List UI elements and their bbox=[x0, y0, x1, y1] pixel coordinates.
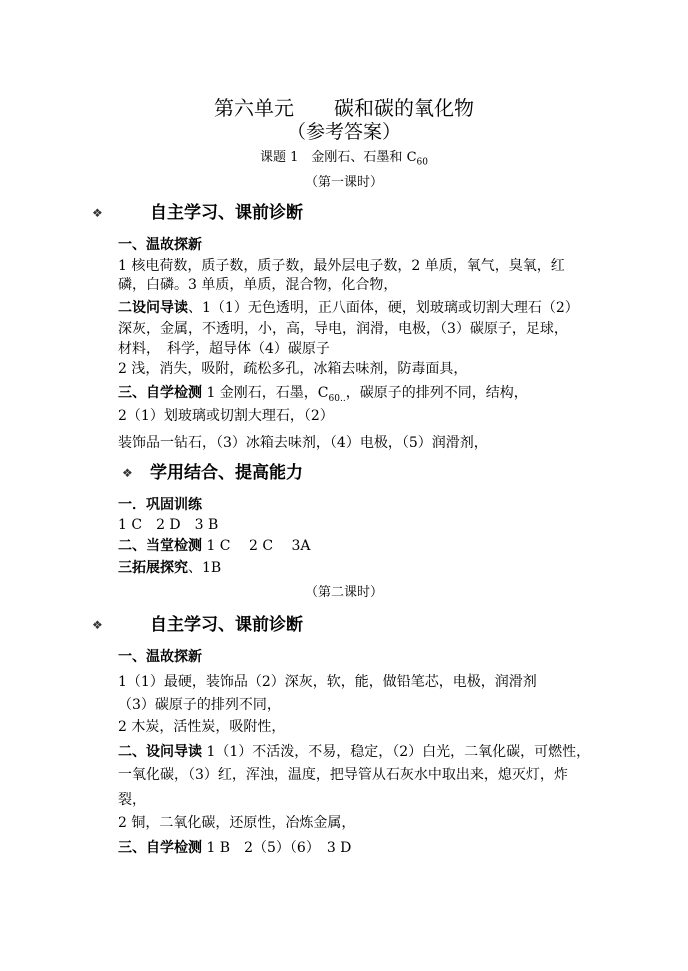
lesson-title bbox=[0, 149, 688, 172]
text-line: （3）碳原子的排列不同， bbox=[118, 697, 281, 713]
lesson-subscript: 60 bbox=[416, 157, 428, 168]
text: 1 金刚石，石墨，C bbox=[202, 385, 329, 401]
subheading: 三、自学检测 bbox=[118, 840, 202, 856]
text: 1 C 2 C 3A bbox=[202, 538, 311, 554]
text-line: 2 木炭，活性炭，吸附性， bbox=[118, 719, 286, 735]
text-line bbox=[118, 299, 579, 317]
subheading: 一．巩固训练 bbox=[118, 497, 202, 513]
text-line: 2 浅，消失，吸附，疏松多孔，冰箱去味剂，防毒面具， bbox=[118, 361, 468, 377]
subheading: 二、设问导读 bbox=[118, 744, 202, 760]
text-line bbox=[118, 743, 590, 761]
lesson-text: 课题 1 金刚石、石墨和 C bbox=[260, 150, 417, 165]
text-line bbox=[118, 537, 311, 555]
text-line: 2 铜，二氧化碳，还原性，冶炼金属， bbox=[118, 815, 356, 831]
text-line: 深灰，金属，不透明，小，高，导电，润滑，电极，（3）碳原子，足球， bbox=[118, 321, 568, 337]
subheading: 一、温故探新 bbox=[118, 237, 202, 253]
text: 1（1）不活泼，不易，稳定，（2）白光，二氧化碳，可燃性， bbox=[202, 744, 591, 760]
text-line: 1 核电荷数，质子数，质子数，最外层电子数，2 单质，氧气，臭氧，红 bbox=[118, 258, 565, 274]
text: 、1（1）无色透明，正八面体，硬，划玻璃或切割大理石（2） bbox=[188, 300, 579, 316]
text: 1 B 2（5）（6） 3 D bbox=[202, 840, 352, 856]
subheading: 三拓展探究 bbox=[118, 560, 188, 576]
text-line: 装饰品一钻石，（3）冰箱去味剂，（4）电极，（5）润滑剂， bbox=[118, 435, 488, 451]
subscript: 60.. bbox=[328, 393, 346, 404]
text-line bbox=[118, 559, 221, 577]
document-subtitle: （参考答案） bbox=[286, 121, 401, 143]
text-line: 一氧化碳，（3）红，浑浊，温度，把导管从石灰水中取出来，熄灭灯，炸 bbox=[118, 767, 568, 783]
subheading: 一、温故探新 bbox=[118, 649, 202, 665]
section-heading: 学用结合、提高能力 bbox=[150, 463, 303, 483]
period-2: （第二课时） bbox=[304, 585, 383, 600]
diamond-bullet-icon: ❖ bbox=[122, 466, 133, 480]
text-line bbox=[118, 384, 528, 408]
text-line: 磷，白磷。3 单质，单质，混合物，化合物， bbox=[118, 277, 398, 293]
subheading: 三、自学检测 bbox=[118, 385, 202, 401]
document-title: 第六单元 碳和碳的氧化物 bbox=[214, 96, 474, 120]
text-line: 裂， bbox=[118, 792, 146, 808]
diamond-bullet-icon: ❖ bbox=[92, 206, 103, 220]
text-line: 2（1）划玻璃或切割大理石，（2） bbox=[118, 408, 334, 424]
text: ，碳原子的排列不同，结构， bbox=[345, 385, 528, 401]
text: 、1B bbox=[188, 560, 222, 576]
text-line: 材料， 科学，超导体（4）碳原子 bbox=[118, 341, 330, 357]
section-heading: 自主学习、课前诊断 bbox=[150, 203, 303, 223]
period-1: （第一课时） bbox=[304, 175, 383, 190]
subheading: 二设问导读 bbox=[118, 300, 188, 316]
subheading: 二、当堂检测 bbox=[118, 538, 202, 554]
diamond-bullet-icon: ❖ bbox=[92, 618, 103, 632]
text-line: 1 C 2 D 3 B bbox=[118, 517, 219, 533]
text-line bbox=[118, 839, 351, 857]
text-line: 1（1）最硬，装饰品（2）深灰，软，能，做铅笔芯，电极，润滑剂 bbox=[118, 674, 537, 690]
section-heading: 自主学习、课前诊断 bbox=[150, 615, 303, 635]
